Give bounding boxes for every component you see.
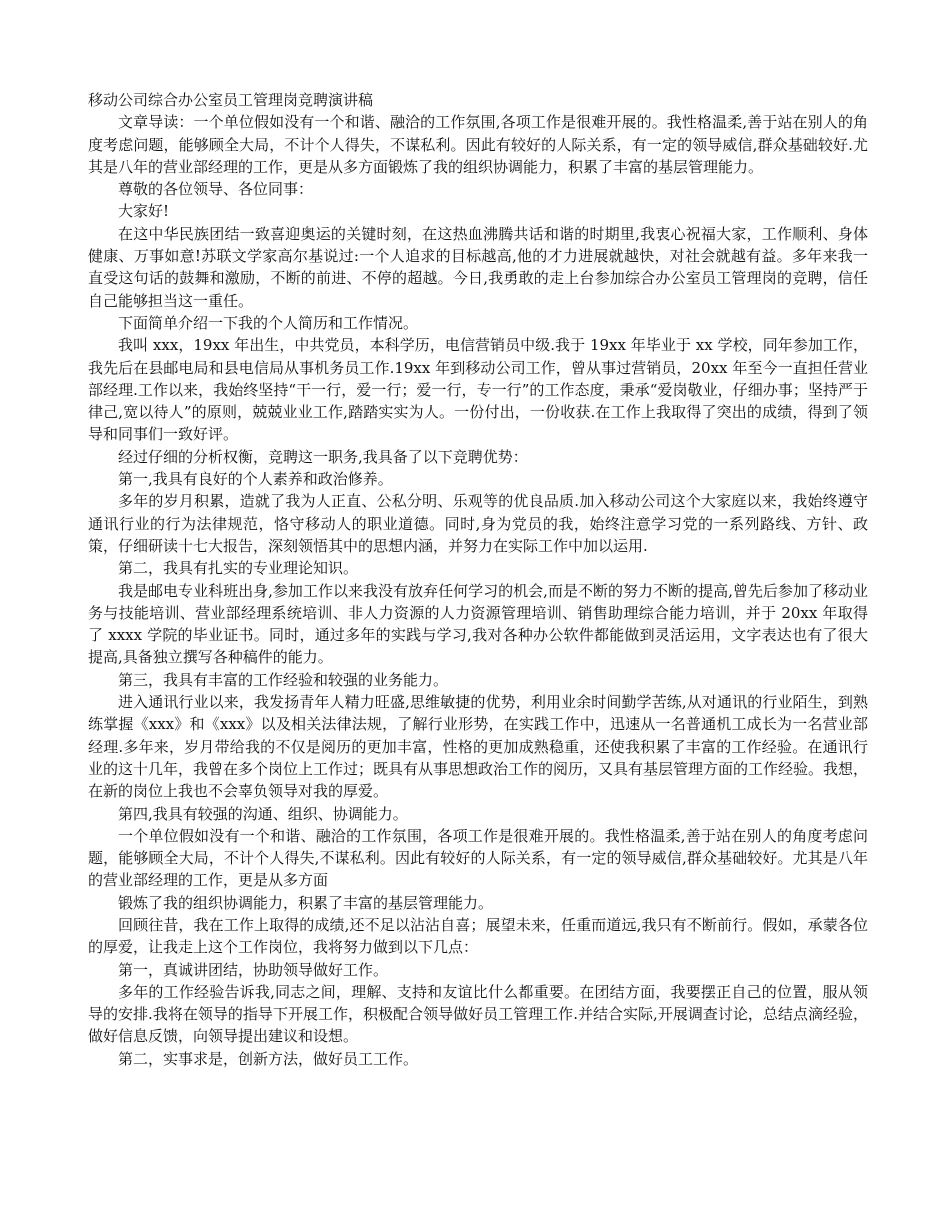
paragraph-plan-1-heading: 第一，真诚讲团结，协助领导做好工作。 — [118, 960, 389, 979]
document-title: 移动公司综合办公室员工管理岗竞聘演讲稿 — [88, 91, 374, 109]
paragraph-resume-heading: 下面简单介绍一下我的个人简历和工作情况。 — [118, 313, 419, 332]
paragraph-advantage-1: 多年的岁月积累，造就了我为人正直、公私分明、乐观等的优良品质.加入移动公司这个大家庭以来，我始终遵守通讯行业的行为法律规范，恪守移动人的职业道德。同时,身为党员的我，始终注意学习党的一系列路线、方针、政策，仔细研读十七大报告，深刻领悟其中的思想内涵，并努力在实际工作中加以运用. — [88, 492, 868, 555]
paragraph-salutation: 尊敬的各位领导、各位同事： — [118, 180, 314, 199]
paragraph-advantage-2: 我是邮电专业科班出身,参加工作以来我没有放弃任何学习的机会,而是不断的努力不断的提高,曾先后参加了移动业务与技能培训、营业部经理系统培训、非人力资源的人力资源管理培训、销售助理综合能力培训，并于 20xx 年取得了 xxxx 学院的毕业证书。同时，通过多年的实践与学习,我对各种办公软件都能做到灵活运用，文字表达也有了很大提高,具备独立撰写各种稿件的能力。 — [88, 581, 868, 667]
paragraph-advantage-3-heading: 第三，我具有丰富的工作经验和较强的业务能力。 — [118, 670, 449, 689]
paragraph-plan-1: 多年的工作经验告诉我,同志之间，理解、支持和友谊比什么都重要。在团结方面，我要摆正自己的位置，服从领导的安排.我将在领导的指导下开展工作，积极配合领导做好员工管理工作.并结合实际,开展调查讨论，总结点滴经验，做好信息反馈，向领导提出建议和设想。 — [88, 982, 868, 1046]
paragraph-advantage-2-heading: 第二，我具有扎实的专业理论知识。 — [118, 559, 359, 578]
paragraph-resume: 我叫 xxx，19xx 年出生，中共党员，本科学历，电信营销员中级.我于 19xx 年毕业于 xx 学校，同年参加工作，我先后在县邮电局和县电信局从事机务员工作.19xx 年到移动公司工作，曾从事过营销员，20xx 年至今一直担任营业部经理.工作以来，我始终坚持“干一行，爱一行；爱一行，专一行”的工作态度，秉承“爱岗敬业，仔细办事；坚持严于律己,宽以待人”的原则，兢兢业业工作,踏踏实实为人。一份付出，一份收获.在工作上我取得了突出的成绩，得到了领导和同事们一致好评。 — [88, 336, 868, 444]
paragraph-plan-2-heading: 第二，实事求是，创新方法，做好员工工作。 — [118, 1049, 419, 1068]
paragraph-outlook: 回顾往昔，我在工作上取得的成绩,还不足以沾沾自喜；展望未来，任重而道远,我只有不断前行。假如，承蒙各位的厚爱，让我走上这个工作岗位，我将努力做到以下几点： — [88, 915, 868, 957]
paragraph-greeting: 大家好! — [118, 202, 170, 221]
paragraph-advantages-heading: 经过仔细的分析权衡，竞聘这一职务,我具备了以下竞聘优势： — [118, 447, 528, 466]
paragraph-advantage-4-cont: 锻炼了我的组织协调能力，积累了丰富的基层管理能力。 — [118, 893, 494, 912]
paragraph-intro: 文章导读：一个单位假如没有一个和谐、融洽的工作氛围,各项工作是很难开展的。我性格温柔,善于站在别人的角度考虑问题，能够顾全大局，不计个人得失，不谋私利。因此有较好的人际关系，有一定的领导威信,群众基础较好.尤其是八年的营业部经理的工作，更是从多方面锻炼了我的组织协调能力，积累了丰富的基层管理能力。 — [88, 113, 868, 176]
paragraph-advantage-4-heading: 第四,我具有较强的沟通、组织、协调能力。 — [118, 804, 408, 823]
paragraph-advantage-4: 一个单位假如没有一个和谐、融洽的工作氛围，各项工作是很难开展的。我性格温柔,善于站在别人的角度考虑问题，能够顾全大局，不计个人得失,不谋私利。因此有较好的人际关系，有一定的领导威信,群众基础较好。尤其是八年的营业部经理的工作，更是从多方面 — [88, 826, 868, 890]
paragraph-advantage-1-heading: 第一,我具有良好的个人素养和政治修养。 — [118, 470, 393, 489]
document-page — [88, 89, 868, 1070]
paragraph-opening: 在这中华民族团结一致喜迎奥运的关键时刻，在这热血沸腾共话和谐的时期里,我衷心祝福大家，工作顺利、身体健康、万事如意!苏联文学家高尔基说过:一个人追求的目标越高,他的才力进展就越快，对社会就越有益。多年来我一直受这句话的鼓舞和激励，不断的前进、不停的超越。今日,我勇敢的走上台参加综合办公室员工管理岗的竞聘，信任自己能够担当这一重任。 — [88, 224, 868, 310]
paragraph-advantage-3: 进入通讯行业以来，我发扬青年人精力旺盛,思维敏捷的优势，利用业余时间勤学苦练,从对通讯的行业陌生，到熟练掌握《xxx》和《xxx》以及相关法律法规，了解行业形势，在实践工作中，迅速从一名普通机工成长为一名营业部经理.多年来，岁月带给我的不仅是阅历的更加丰富，性格的更加成熟稳重，还使我积累了丰富的工作经验。在通讯行业的这十几年，我曾在多个岗位上工作过；既具有从事思想政治工作的阅历，又具有基层管理方面的工作经验。我想，在新的岗位上我也不会辜负领导对我的厚爱。 — [88, 693, 869, 801]
